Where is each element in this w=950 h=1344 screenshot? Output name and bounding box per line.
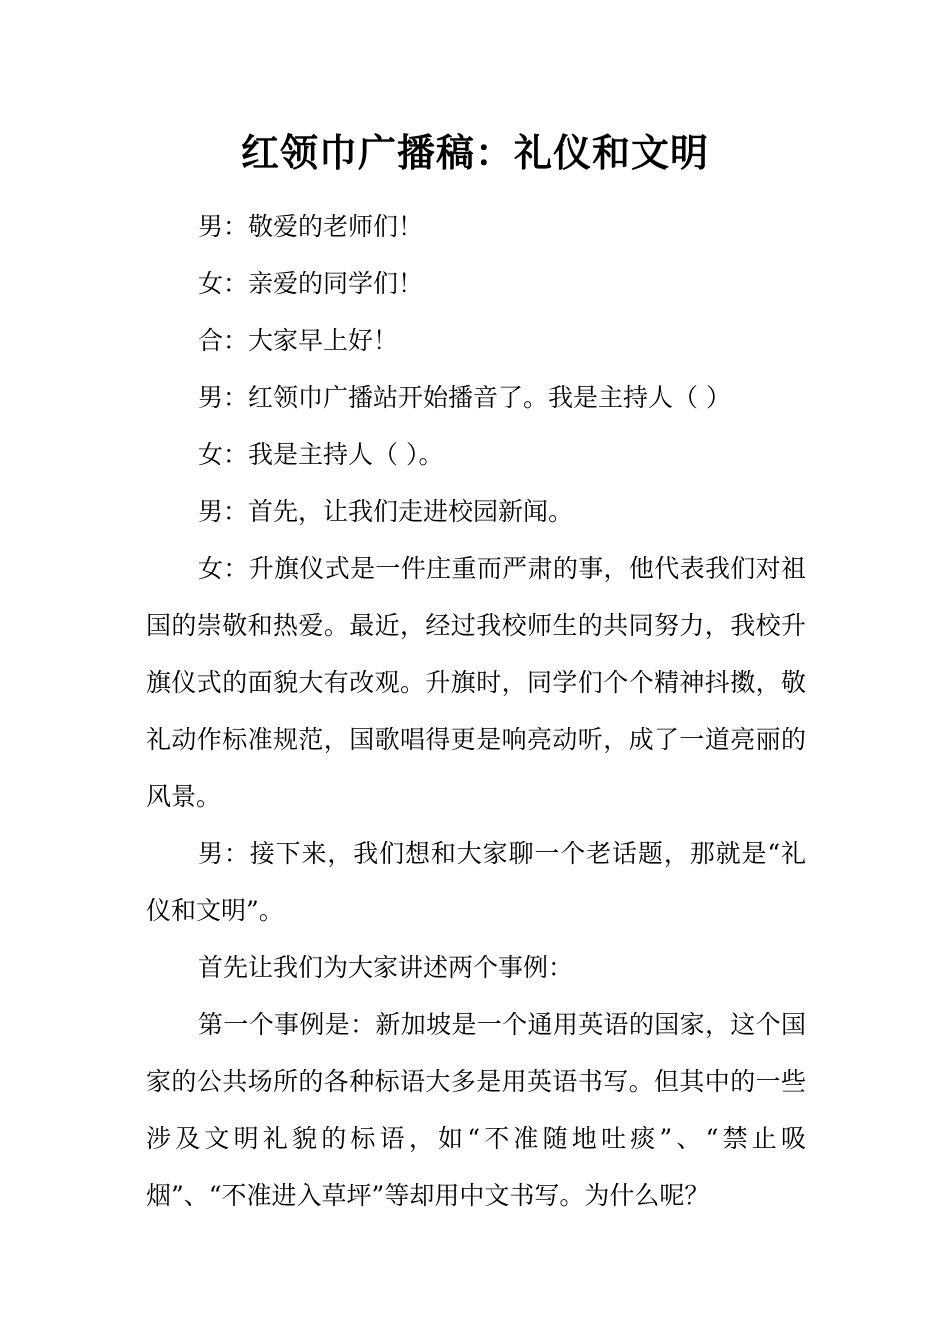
- paragraph: 首先让我们为大家讲述两个事例：: [198, 953, 574, 982]
- paragraph: 女：升旗仪式是一件庄重而严肃的事，他代表我们对祖国的崇敬和热爱。最近，经过我校师生的共同努力，我校升旗仪式的面貌大有改观。升旗时，同学们个个精神抖擞，敬礼动作标准规范，国歌唱得更是响亮动听，成了一道亮丽的风景。: [146, 554, 806, 811]
- paragraph: 女：亲爱的同学们！: [198, 269, 424, 298]
- paragraph: 女：我是主持人（ ）。: [198, 440, 444, 469]
- paragraph: 第一个事例是：新加坡是一个通用英语的国家，这个国家的公共场所的各种标语大多是用英语书写。但其中的一些涉及文明礼貌的标语，如“不准随地吐痰”、“禁止吸烟”、“不准进入草坪”等却用中文书写。为什么呢？: [146, 1010, 806, 1210]
- document-body: [146, 198, 806, 1224]
- paragraph: 男：首先，让我们走进校园新闻。: [198, 497, 574, 526]
- paragraph: 男：红领巾广播站开始播音了。我是主持人（ ）: [198, 383, 731, 412]
- document-title: 红领巾广播稿：礼仪和文明: [240, 130, 709, 175]
- paragraph: 男：接下来，我们想和大家聊一个老话题，那就是“礼仪和文明”。: [146, 839, 806, 925]
- paragraph: 合：大家早上好！: [198, 326, 399, 355]
- paragraph: 男：敬爱的老师们！: [198, 212, 424, 241]
